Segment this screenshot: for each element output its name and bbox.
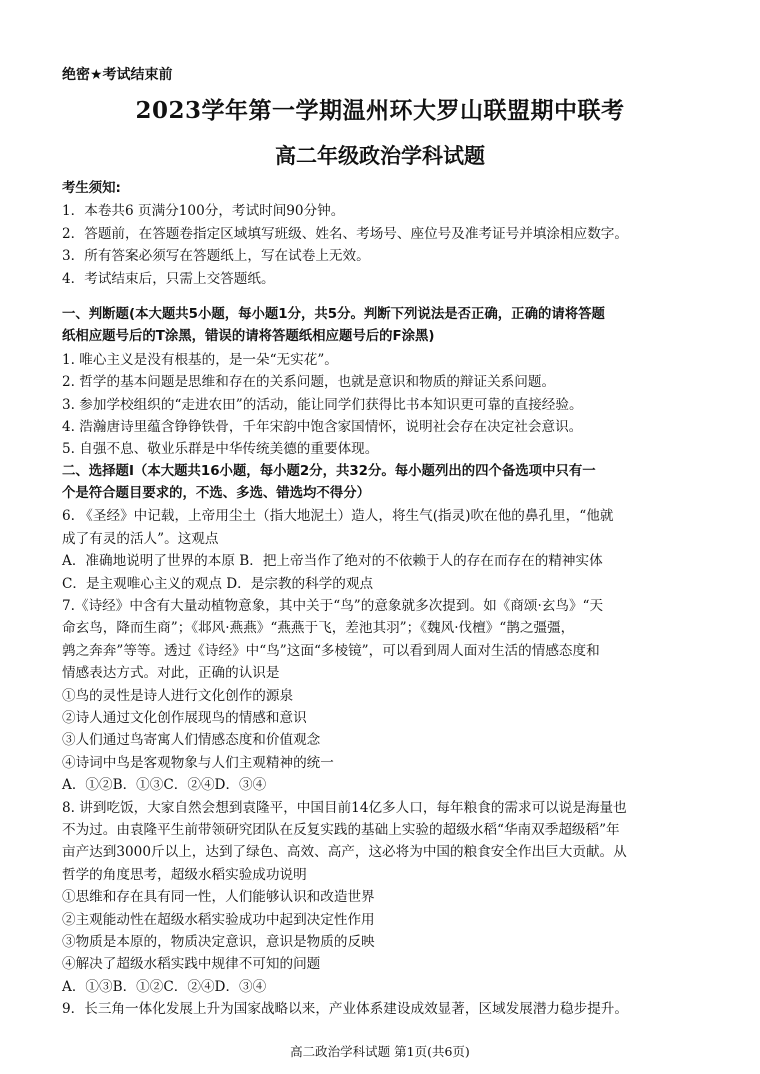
notice-item: 3．所有答案必须写在答题纸上，写在试卷上无效。 (62, 248, 370, 265)
judgement-item: 3. 参加学校组织的“走进农田”的活动，能让同学们获得比书本知识更可靠的直接经验。 (62, 396, 583, 413)
judgement-item: 2. 哲学的基本问题是思维和存在的关系问题，也就是意识和物质的辩证关系问题。 (62, 374, 556, 391)
question-8-stem-cont: 亩产达到3000斤以上，达到了绿色、高效、高产，这必将为中国的粮食安全作出巨大贡献。从 (62, 844, 627, 861)
exam-title: 2023学年第一学期温州环大罗山联盟期中联考 (135, 97, 625, 124)
question-8-choice: ①思维和存在具有同一性，人们能够认识和改造世界 (62, 889, 375, 906)
question-6-options-cont: C．是主观唯心主义的观点 D．是宗教的科学的观点 (62, 575, 374, 592)
question-6-options: A．准确地说明了世界的本原 B．把上帝当作了绝对的不依赖于人的存在而存在的精神实体 (62, 553, 603, 570)
notice-item: 4．考试结束后，只需上交答题纸。 (62, 270, 275, 287)
notice-heading: 考生须知: (62, 181, 121, 196)
section1-heading: 一、判断题(本大题共5小题，每小题1分，共5分。判断下列说法是否正确，正确的请将答题 (62, 306, 605, 322)
question-7-stem: 7.《诗经》中含有大量动植物意象，其中关于“鸟”的意象就多次提到。如《商颂·玄鸟》“天 (62, 598, 604, 615)
question-8-stem-cont: 哲学的角度思考，超级水稻实验成功说明 (62, 866, 307, 883)
page-footer: 高二政治学科试题 第1页(共6页) (290, 1044, 470, 1059)
question-6-stem-cont: 成了有灵的活人”。这观点 (62, 530, 219, 547)
question-8-choice: ②主观能动性在超级水稻实验成功中起到决定性作用 (62, 911, 375, 928)
secret-mark: 绝密★考试结束前 (62, 67, 173, 83)
section2-heading: 二、选择题Ⅰ（本大题共16小题，每小题2分，共32分。每小题列出的四个备选项中只有一 (62, 463, 596, 479)
notice-item: 2．答题前，在答题卷指定区域填写班级、姓名、考场号、座位号及准考证号并填涂相应数字。 (62, 225, 628, 242)
question-8-choice: ④解决了超级水稻实践中规律不可知的问题 (62, 956, 321, 973)
judgement-item: 4. 浩瀚唐诗里蕴含铮铮铁骨，千年宋韵中饱含家国情怀，说明社会存在决定社会意识。 (62, 418, 583, 435)
question-8-choice: ③物质是本原的，物质决定意识，意识是物质的反映 (62, 933, 375, 950)
question-7-options: A．①②B．①③C．②④D．③④ (62, 777, 267, 794)
question-7-choice: ④诗词中鸟是客观物象与人们主观精神的统一 (62, 754, 334, 771)
question-7-choice: ③人们通过鸟寄寓人们情感态度和价值观念 (62, 732, 321, 749)
question-6-stem: 6. 《圣经》中记载，上帝用尘土（指大地泥土）造人，将生气(指灵)吹在他的鼻孔里，“他就 (62, 508, 614, 525)
question-7-stem-cont: 命玄鸟，降而生商”；《邶风·燕燕》“燕燕于飞，差池其羽”；《魏风·伐檀》“鹊之彊彊， (62, 620, 575, 637)
question-7-stem-cont: 鹑之奔奔”等等。透过《诗经》中“鸟”这面“多棱镜”，可以看到周人面对生活的情感态度和 (62, 642, 600, 659)
exam-subtitle: 高二年级政治学科试题 (275, 143, 485, 168)
question-8-options: A．①③B．①②C．②④D．③④ (62, 978, 267, 995)
judgement-item: 5. 自强不息、敬业乐群是中华传统美德的重要体现。 (62, 441, 379, 458)
question-7-choice: ②诗人通过文化创作展现鸟的情感和意识 (62, 709, 307, 726)
notice-item: 1．本卷共6 页满分100分，考试时间90分钟。 (62, 203, 345, 220)
question-8-stem-cont: 不为过。由袁隆平生前带领研究团队在反复实践的基础上实验的超级水稻“华南双季超级稻”年 (62, 821, 620, 838)
judgement-item: 1. 唯心主义是没有根基的，是一朵“无实花”。 (62, 351, 338, 368)
exam-body (62, 178, 702, 1020)
section1-heading-cont: 纸相应题号后的T涂黑，错误的请将答题纸相应题号后的F涂黑) (62, 329, 435, 345)
question-8-stem: 8. 讲到吃饭，大家自然会想到袁隆平，中国目前14亿多人口，每年粮食的需求可以说是海量也 (62, 799, 627, 816)
question-9-stem: 9．长三角一体化发展上升为国家战略以来，产业体系建设成效显著，区域发展潜力稳步提升。 (62, 1001, 628, 1018)
section2-heading-cont: 个是符合题目要求的，不选、多选、错选均不得分） (62, 486, 370, 502)
question-7-choice: ①鸟的灵性是诗人进行文化创作的源泉 (62, 687, 294, 704)
question-7-stem-cont: 情感表达方式。对此，正确的认识是 (62, 665, 280, 682)
